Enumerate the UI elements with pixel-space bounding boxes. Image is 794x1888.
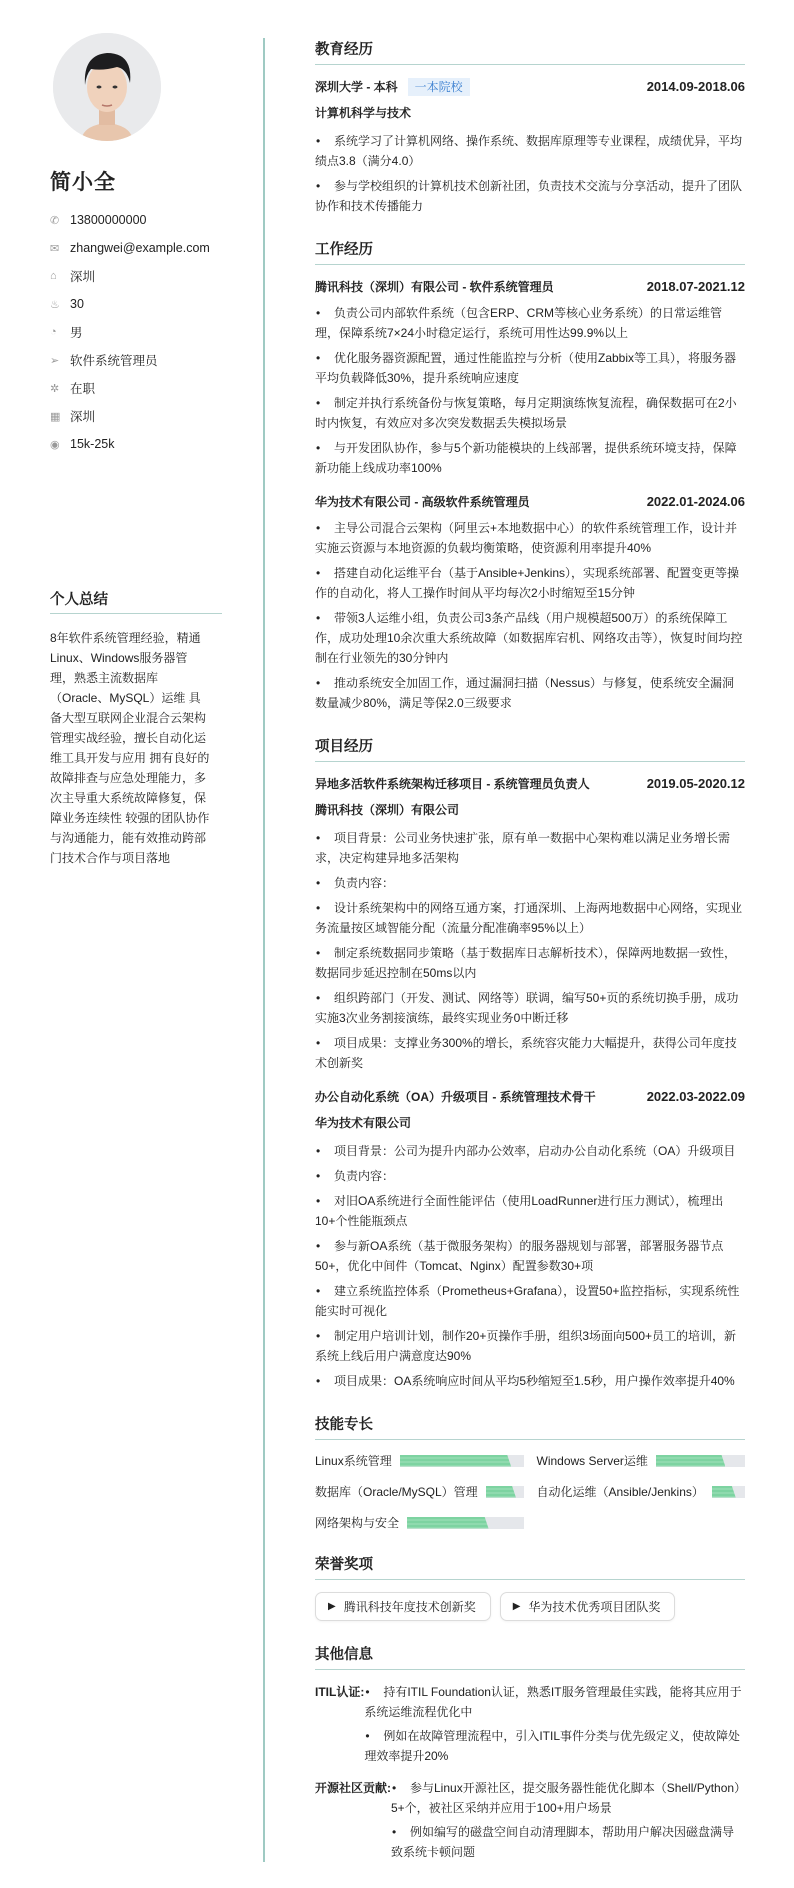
job-title: 腾讯科技（深圳）有限公司 - 软件系统管理员 — [315, 280, 554, 294]
contact-value: 深圳 — [70, 270, 96, 284]
job-title: 华为技术有限公司 - 高级软件系统管理员 — [315, 495, 530, 509]
play-triangle-icon: ▶ — [512, 1601, 521, 1612]
list-item: • 项目背景：公司业务快速扩张，原有单一数据中心架构难以满足业务增长需求，决定构建异地多活架构 — [315, 828, 745, 868]
job-icon: ➢ — [50, 354, 60, 367]
skill-bar — [656, 1455, 745, 1467]
list-item: • 例如编写的磁盘空间自动清理脚本，帮助用户解决因磁盘满导致系统卡顿问题 — [391, 1822, 745, 1862]
list-item: • 主导公司混合云架构（阿里云+本地数据中心）的软件系统管理工作，设计并实施云资源与本地资源的负载均衡策略，使资源利用率提升40% — [315, 518, 745, 558]
contact-value: 在职 — [70, 382, 96, 396]
job-entry — [315, 492, 745, 713]
job-bullets — [315, 518, 745, 713]
age-icon: ♨ — [50, 298, 60, 311]
list-item: • 制定并执行系统备份与恢复策略，每月定期演练恢复流程，确保数据可在2小时内恢复，有效应对多次突发数据丢失模拟场景 — [315, 393, 745, 433]
award-label: 腾讯科技年度技术创新奖 — [343, 1600, 476, 1614]
contact-value: 15k-25k — [70, 437, 115, 451]
contact-value: 男 — [70, 326, 83, 340]
project-header — [315, 774, 745, 794]
award-label: 华为技术优秀项目团队奖 — [528, 1600, 661, 1614]
skill-bar-fill — [407, 1517, 489, 1529]
skill-bar — [400, 1455, 524, 1467]
contact-item — [50, 374, 222, 402]
gender-icon: ◔ — [50, 326, 57, 338]
candidate-name: 简小全 — [50, 171, 116, 194]
skill-label: 网络架构与安全 — [315, 1516, 400, 1530]
job-date: 2022.01-2024.06 — [646, 494, 745, 509]
list-item: • 参与新OA系统（基于微服务架构）的服务器规划与部署，部署服务器节点50+，优化中间件（Tomcat、Nginx）配置参数30+项 — [315, 1236, 745, 1276]
column-divider — [263, 38, 265, 1862]
contact-value: 软件系统管理员 — [70, 354, 158, 368]
list-item: • 负责内容： — [315, 873, 745, 893]
projects-section — [315, 735, 745, 1391]
list-item: • 组织跨部门（开发、测试、网络等）联调，编写50+页的系统切换手册，成功实施3次业务割接演练，最终实现业务0中断迁移 — [315, 988, 745, 1028]
job-entry — [315, 277, 745, 478]
contact-item — [50, 430, 222, 458]
home-icon: ⌂ — [50, 270, 57, 282]
skill-item — [315, 1452, 524, 1469]
contact-item — [50, 262, 222, 290]
other-section — [315, 1643, 745, 1866]
list-item: • 例如在故障管理流程中，引入ITIL事件分类与优先级定义，使故障处理效率提升20% — [364, 1726, 745, 1766]
skill-bar-fill — [486, 1486, 516, 1498]
list-item: • 参与Linux开源社区，提交服务器性能优化脚本（Shell/Python）5+个，被社区采纳并应用于100+用户场景 — [391, 1778, 745, 1818]
contact-item — [50, 318, 222, 346]
list-item: • 负责公司内部软件系统（包含ERP、CRM等核心业务系统）的日常运维管理，保障系统7×24小时稳定运行，系统可用性达99.9%以上 — [315, 303, 745, 343]
skill-bar-fill — [400, 1455, 511, 1467]
skill-label: Windows Server运维 — [536, 1454, 648, 1468]
skill-bar — [486, 1486, 524, 1498]
contact-value: 深圳 — [70, 410, 96, 424]
list-item: • 项目成果：OA系统响应时间从平均5秒缩短至1.5秒，用户操作效率提升40% — [315, 1371, 745, 1391]
honors-section — [315, 1553, 745, 1621]
contact-value: zhangwei@example.com — [70, 241, 210, 255]
list-item: • 推动系统安全加固工作，通过漏洞扫描（Nessus）与修复，使系统安全漏洞数量减少80%，满足等保2.0三级要求 — [315, 673, 745, 713]
contact-list — [50, 206, 222, 458]
education-bullets — [315, 131, 745, 216]
project-entry — [315, 1087, 745, 1391]
sidebar — [50, 33, 222, 868]
other-info-label: 开源社区贡献: — [315, 1781, 391, 1795]
skill-item — [537, 1452, 746, 1469]
skill-bar — [407, 1517, 523, 1529]
list-item: • 系统学习了计算机网络、操作系统、数据库原理等专业课程，成绩优异，平均绩点3.8（满分4.0） — [315, 131, 745, 171]
section-title: 荣誉奖项 — [315, 1553, 745, 1580]
section-title: 工作经历 — [315, 238, 745, 265]
other-info-row — [315, 1778, 745, 1866]
major: 计算机科学与技术 — [315, 106, 412, 120]
skill-bar-fill — [656, 1455, 726, 1467]
job-header — [315, 492, 745, 512]
project-company: 腾讯科技（深圳）有限公司 — [315, 803, 460, 817]
project-bullets — [315, 1141, 745, 1391]
skills-section — [315, 1413, 745, 1531]
summary-text: 8年软件系统管理经验，精通Linux、Windows服务器管理，熟悉主流数据库（Oracle、MySQL）运维 具备大型互联网企业混合云架构管理实战经验，擅长自动化运维工具开发与应用 拥有良好的故障排查与应急处理能力，多次主导重大系统故障修复，保障业务连续性 较强的团队协作与沟通能力，能有效推动跨部门技术合作与项目落地 — [50, 631, 210, 865]
phone-icon: ✆ — [50, 214, 60, 227]
skill-label: 数据库（Oracle/MySQL）管理 — [315, 1485, 478, 1499]
list-item: • 持有ITIL Foundation认证，熟悉IT服务管理最佳实践，能将其应用于系统运维流程优化中 — [364, 1682, 745, 1722]
contact-item — [50, 346, 222, 374]
summary-title: 个人总结 — [50, 588, 222, 614]
list-item: • 优化服务器资源配置，通过性能监控与分析（使用Zabbix等工具），将服务器平均负载降低30%，提升系统响应速度 — [315, 348, 745, 388]
avatar — [53, 33, 161, 141]
list-item: • 设计系统架构中的网络互通方案，打通深圳、上海两地数据中心网络，实现业务流量按区域智能分配（流量分配准确率95%以上） — [315, 898, 745, 938]
salary-icon: ◉ — [50, 438, 60, 451]
project-title: 办公自动化系统（OA）升级项目 - 系统管理技术骨干 — [315, 1090, 596, 1104]
education-header — [315, 77, 745, 97]
list-item: • 搭建自动化运维平台（基于Ansible+Jenkins），实现系统部署、配置变更等操作的自动化，将人工操作时间从平均每次2小时缩短至15分钟 — [315, 563, 745, 603]
list-item: • 项目背景：公司为提升内部办公效率，启动办公自动化系统（OA）升级项目 — [315, 1141, 745, 1161]
list-item: • 带领3人运维小组，负责公司3条产品线（用户规模超500万）的系统保障工作，成功处理10余次重大系统故障（如数据库宕机、网络攻击等），恢复时间均控制在行业领先的30分钟内 — [315, 608, 745, 668]
award-button[interactable] — [315, 1592, 491, 1621]
other-info-label: ITIL认证: — [315, 1685, 365, 1699]
contact-item — [50, 206, 222, 234]
job-header — [315, 277, 745, 297]
list-item: • 对旧OA系统进行全面性能评估（使用LoadRunner进行压力测试），梳理出10+个性能瓶颈点 — [315, 1191, 745, 1231]
school-name: 深圳大学 - 本科 — [315, 80, 398, 94]
list-item: • 建立系统监控体系（Prometheus+Grafana），设置50+监控指标，实现系统性能实时可视化 — [315, 1281, 745, 1321]
contact-value: 13800000000 — [70, 213, 147, 227]
skill-label: Linux系统管理 — [315, 1454, 392, 1468]
project-header — [315, 1087, 745, 1107]
other-info-bullets — [364, 1682, 745, 1770]
work-section — [315, 238, 745, 713]
contact-item — [50, 234, 222, 262]
main-content — [315, 38, 745, 1888]
skill-label: 自动化运维（Ansible/Jenkins） — [536, 1485, 704, 1499]
project-bullets — [315, 828, 745, 1073]
list-item: • 制定系统数据同步策略（基于数据库日志解析技术），保障两地数据一致性，数据同步延迟控制在50ms以内 — [315, 943, 745, 983]
section-title: 技能专长 — [315, 1413, 745, 1440]
list-item: • 参与学校组织的计算机技术创新社团，负责技术交流与分享活动，提升了团队协作和技术传播能力 — [315, 176, 745, 216]
status-icon: ✲ — [50, 382, 60, 395]
education-section — [315, 38, 745, 216]
project-date: 2022.03-2022.09 — [646, 1089, 745, 1104]
section-title: 项目经历 — [315, 735, 745, 762]
section-title: 教育经历 — [315, 38, 745, 65]
skill-item — [537, 1483, 746, 1500]
project-company: 华为技术有限公司 — [315, 1116, 412, 1130]
skill-item — [315, 1483, 524, 1500]
job-date: 2018.07-2021.12 — [646, 279, 745, 294]
contact-item — [50, 290, 222, 318]
skill-item — [315, 1514, 524, 1531]
job-bullets — [315, 303, 745, 478]
education-date: 2014.09-2018.06 — [646, 79, 745, 94]
other-info-row — [315, 1682, 745, 1770]
list-item: • 与开发团队协作，参与5个新功能模块的上线部署，提供系统环境支持，保障新功能上线成功率100% — [315, 438, 745, 478]
other-info-bullets — [391, 1778, 745, 1866]
project-date: 2019.05-2020.12 — [646, 776, 745, 791]
list-item: • 负责内容： — [315, 1166, 745, 1186]
list-item: • 项目成果：支撑业务300%的增长，系统容灾能力大幅提升，获得公司年度技术创新奖 — [315, 1033, 745, 1073]
contact-item — [50, 402, 222, 430]
play-triangle-icon: ▶ — [328, 1601, 336, 1612]
skill-bar-fill — [712, 1486, 736, 1498]
mail-icon: ✉ — [50, 242, 60, 255]
contact-value: 30 — [70, 297, 84, 311]
skill-bar — [712, 1486, 745, 1498]
school-tag: 一本院校 — [408, 78, 470, 96]
list-item: • 制定用户培训计划，制作20+页操作手册，组织3场面向500+员工的培训，新系统上线后用户满意度达90% — [315, 1326, 745, 1366]
project-title: 异地多活软件系统架构迁移项目 - 系统管理员负责人 — [315, 777, 590, 791]
award-button[interactable] — [500, 1592, 676, 1621]
city-icon: ▦ — [50, 410, 61, 423]
section-title: 其他信息 — [315, 1643, 745, 1670]
project-entry — [315, 774, 745, 1073]
